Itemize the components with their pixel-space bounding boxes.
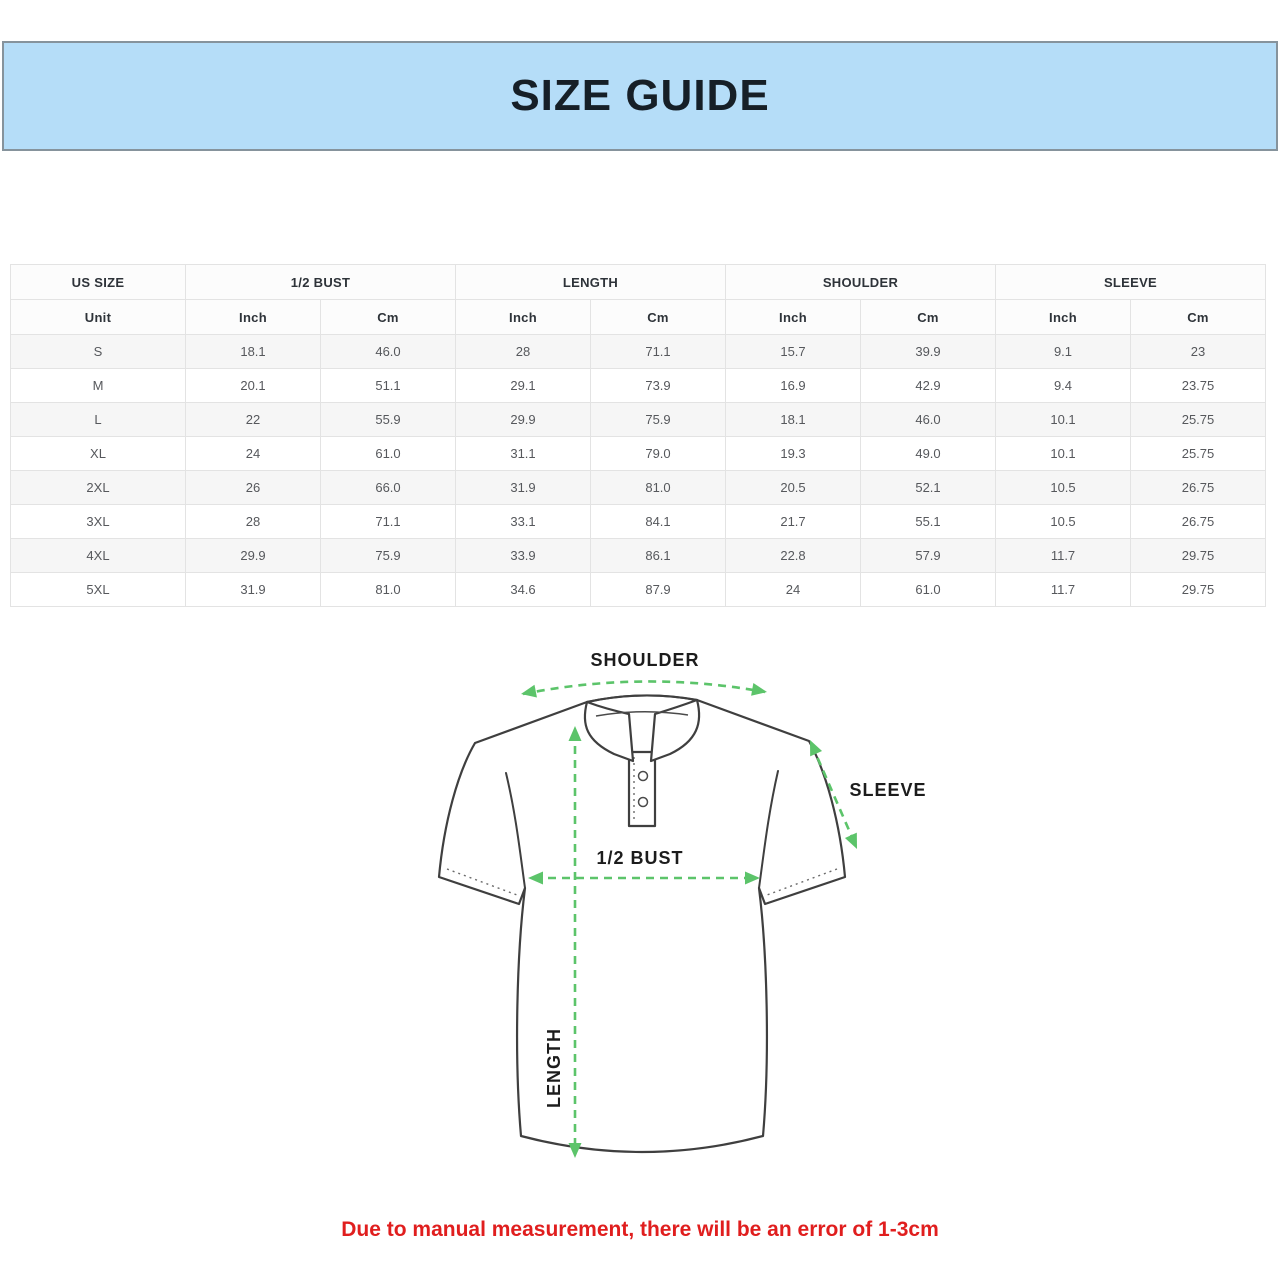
column-group-header: US SIZE <box>11 265 186 300</box>
size-label-cell: 2XL <box>11 471 186 505</box>
unit-header-cell: Cm <box>591 300 726 335</box>
measurement-cell: 87.9 <box>591 573 726 607</box>
measurement-cell: 29.75 <box>1131 573 1266 607</box>
measurement-cell: 26 <box>186 471 321 505</box>
measurement-cell: 31.1 <box>456 437 591 471</box>
measurement-cell: 29.75 <box>1131 539 1266 573</box>
size-row <box>11 335 1266 369</box>
unit-header-cell: Cm <box>861 300 996 335</box>
unit-header-row <box>11 300 1266 335</box>
polo-shirt-illustration <box>420 630 980 1190</box>
measurement-cell: 26.75 <box>1131 471 1266 505</box>
placket <box>629 752 655 826</box>
size-label-cell: S <box>11 335 186 369</box>
measurement-cell: 46.0 <box>321 335 456 369</box>
measurement-cell: 79.0 <box>591 437 726 471</box>
size-row <box>11 369 1266 403</box>
column-group-header: SHOULDER <box>726 265 996 300</box>
measurement-cell: 28 <box>456 335 591 369</box>
measurement-cell: 75.9 <box>321 539 456 573</box>
measurement-cell: 10.1 <box>996 437 1131 471</box>
measurement-cell: 75.9 <box>591 403 726 437</box>
measurement-cell: 20.1 <box>186 369 321 403</box>
unit-header-cell: Unit <box>11 300 186 335</box>
measurement-cell: 73.9 <box>591 369 726 403</box>
measurement-cell: 61.0 <box>321 437 456 471</box>
measurement-cell: 21.7 <box>726 505 861 539</box>
measurement-cell: 10.5 <box>996 471 1131 505</box>
measurement-cell: 18.1 <box>726 403 861 437</box>
measurement-cell: 86.1 <box>591 539 726 573</box>
measurement-cell: 81.0 <box>321 573 456 607</box>
length-measure-label: LENGTH <box>544 1028 564 1108</box>
measurement-cell: 29.9 <box>456 403 591 437</box>
polo-measurement-diagram <box>420 630 980 1190</box>
size-label-cell: M <box>11 369 186 403</box>
measurement-cell: 39.9 <box>861 335 996 369</box>
measurement-cell: 10.5 <box>996 505 1131 539</box>
unit-header-cell: Inch <box>186 300 321 335</box>
length-arrowhead-bottom <box>569 1143 582 1158</box>
size-row <box>11 437 1266 471</box>
measurement-cell: 15.7 <box>726 335 861 369</box>
shoulder-measure-label: SHOULDER <box>590 650 700 670</box>
measurement-cell: 31.9 <box>456 471 591 505</box>
measurement-cell: 61.0 <box>861 573 996 607</box>
measurement-cell: 25.75 <box>1131 437 1266 471</box>
measurement-cell: 49.0 <box>861 437 996 471</box>
unit-header-cell: Inch <box>456 300 591 335</box>
measurement-cell: 81.0 <box>591 471 726 505</box>
size-row <box>11 573 1266 607</box>
measurement-cell: 71.1 <box>591 335 726 369</box>
measurement-cell: 19.3 <box>726 437 861 471</box>
measurement-cell: 55.9 <box>321 403 456 437</box>
unit-header-cell: Cm <box>321 300 456 335</box>
measurement-cell: 46.0 <box>861 403 996 437</box>
measurement-cell: 18.1 <box>186 335 321 369</box>
measurement-cell: 71.1 <box>321 505 456 539</box>
measurement-cell: 31.9 <box>186 573 321 607</box>
measurement-cell: 20.5 <box>726 471 861 505</box>
half-bust-measure-label: 1/2 BUST <box>596 848 684 868</box>
measurement-cell: 28 <box>186 505 321 539</box>
measurement-cell: 55.1 <box>861 505 996 539</box>
size-row <box>11 403 1266 437</box>
unit-header-cell: Inch <box>996 300 1131 335</box>
shoulder-arrowhead-left <box>520 685 537 701</box>
measurement-cell: 26.75 <box>1131 505 1266 539</box>
size-label-cell: XL <box>11 437 186 471</box>
measurement-cell: 33.9 <box>456 539 591 573</box>
size-table-head <box>11 265 1266 335</box>
size-table <box>10 264 1266 607</box>
size-label-cell: 5XL <box>11 573 186 607</box>
measurement-cell: 16.9 <box>726 369 861 403</box>
measurement-cell: 23.75 <box>1131 369 1266 403</box>
measurement-cell: 24 <box>726 573 861 607</box>
group-header-row <box>11 265 1266 300</box>
measurement-cell: 33.1 <box>456 505 591 539</box>
size-label-cell: 3XL <box>11 505 186 539</box>
column-group-header: LENGTH <box>456 265 726 300</box>
measurement-cell: 22 <box>186 403 321 437</box>
column-group-header: 1/2 BUST <box>186 265 456 300</box>
measurement-cell: 22.8 <box>726 539 861 573</box>
measurement-cell: 52.1 <box>861 471 996 505</box>
measurement-cell: 9.4 <box>996 369 1131 403</box>
column-group-header: SLEEVE <box>996 265 1266 300</box>
size-row <box>11 471 1266 505</box>
sleeve-measure-label: SLEEVE <box>849 780 927 800</box>
measurement-cell: 29.9 <box>186 539 321 573</box>
size-table-body <box>11 335 1266 607</box>
size-guide-banner <box>2 41 1278 151</box>
size-label-cell: L <box>11 403 186 437</box>
measurement-cell: 51.1 <box>321 369 456 403</box>
measurement-cell: 57.9 <box>861 539 996 573</box>
measurement-disclaimer: Due to manual measurement, there will be an error of 1-3cm <box>341 1218 939 1241</box>
size-label-cell: 4XL <box>11 539 186 573</box>
size-row <box>11 505 1266 539</box>
measurement-cell: 11.7 <box>996 539 1131 573</box>
shoulder-arrowhead-right <box>751 683 768 698</box>
measurement-cell: 24 <box>186 437 321 471</box>
unit-header-cell: Cm <box>1131 300 1266 335</box>
measurement-cell: 11.7 <box>996 573 1131 607</box>
measurement-cell: 29.1 <box>456 369 591 403</box>
size-row <box>11 539 1266 573</box>
measurement-cell: 25.75 <box>1131 403 1266 437</box>
sleeve-arrowhead-bottom <box>845 833 863 852</box>
unit-header-cell: Inch <box>726 300 861 335</box>
measurement-cell: 42.9 <box>861 369 996 403</box>
measurement-cell: 9.1 <box>996 335 1131 369</box>
page-title: SIZE GUIDE <box>510 71 770 120</box>
measurement-cell: 84.1 <box>591 505 726 539</box>
measurement-cell: 10.1 <box>996 403 1131 437</box>
shoulder-arrow <box>523 681 765 694</box>
measurement-cell: 23 <box>1131 335 1266 369</box>
measurement-cell: 66.0 <box>321 471 456 505</box>
measurement-cell: 34.6 <box>456 573 591 607</box>
